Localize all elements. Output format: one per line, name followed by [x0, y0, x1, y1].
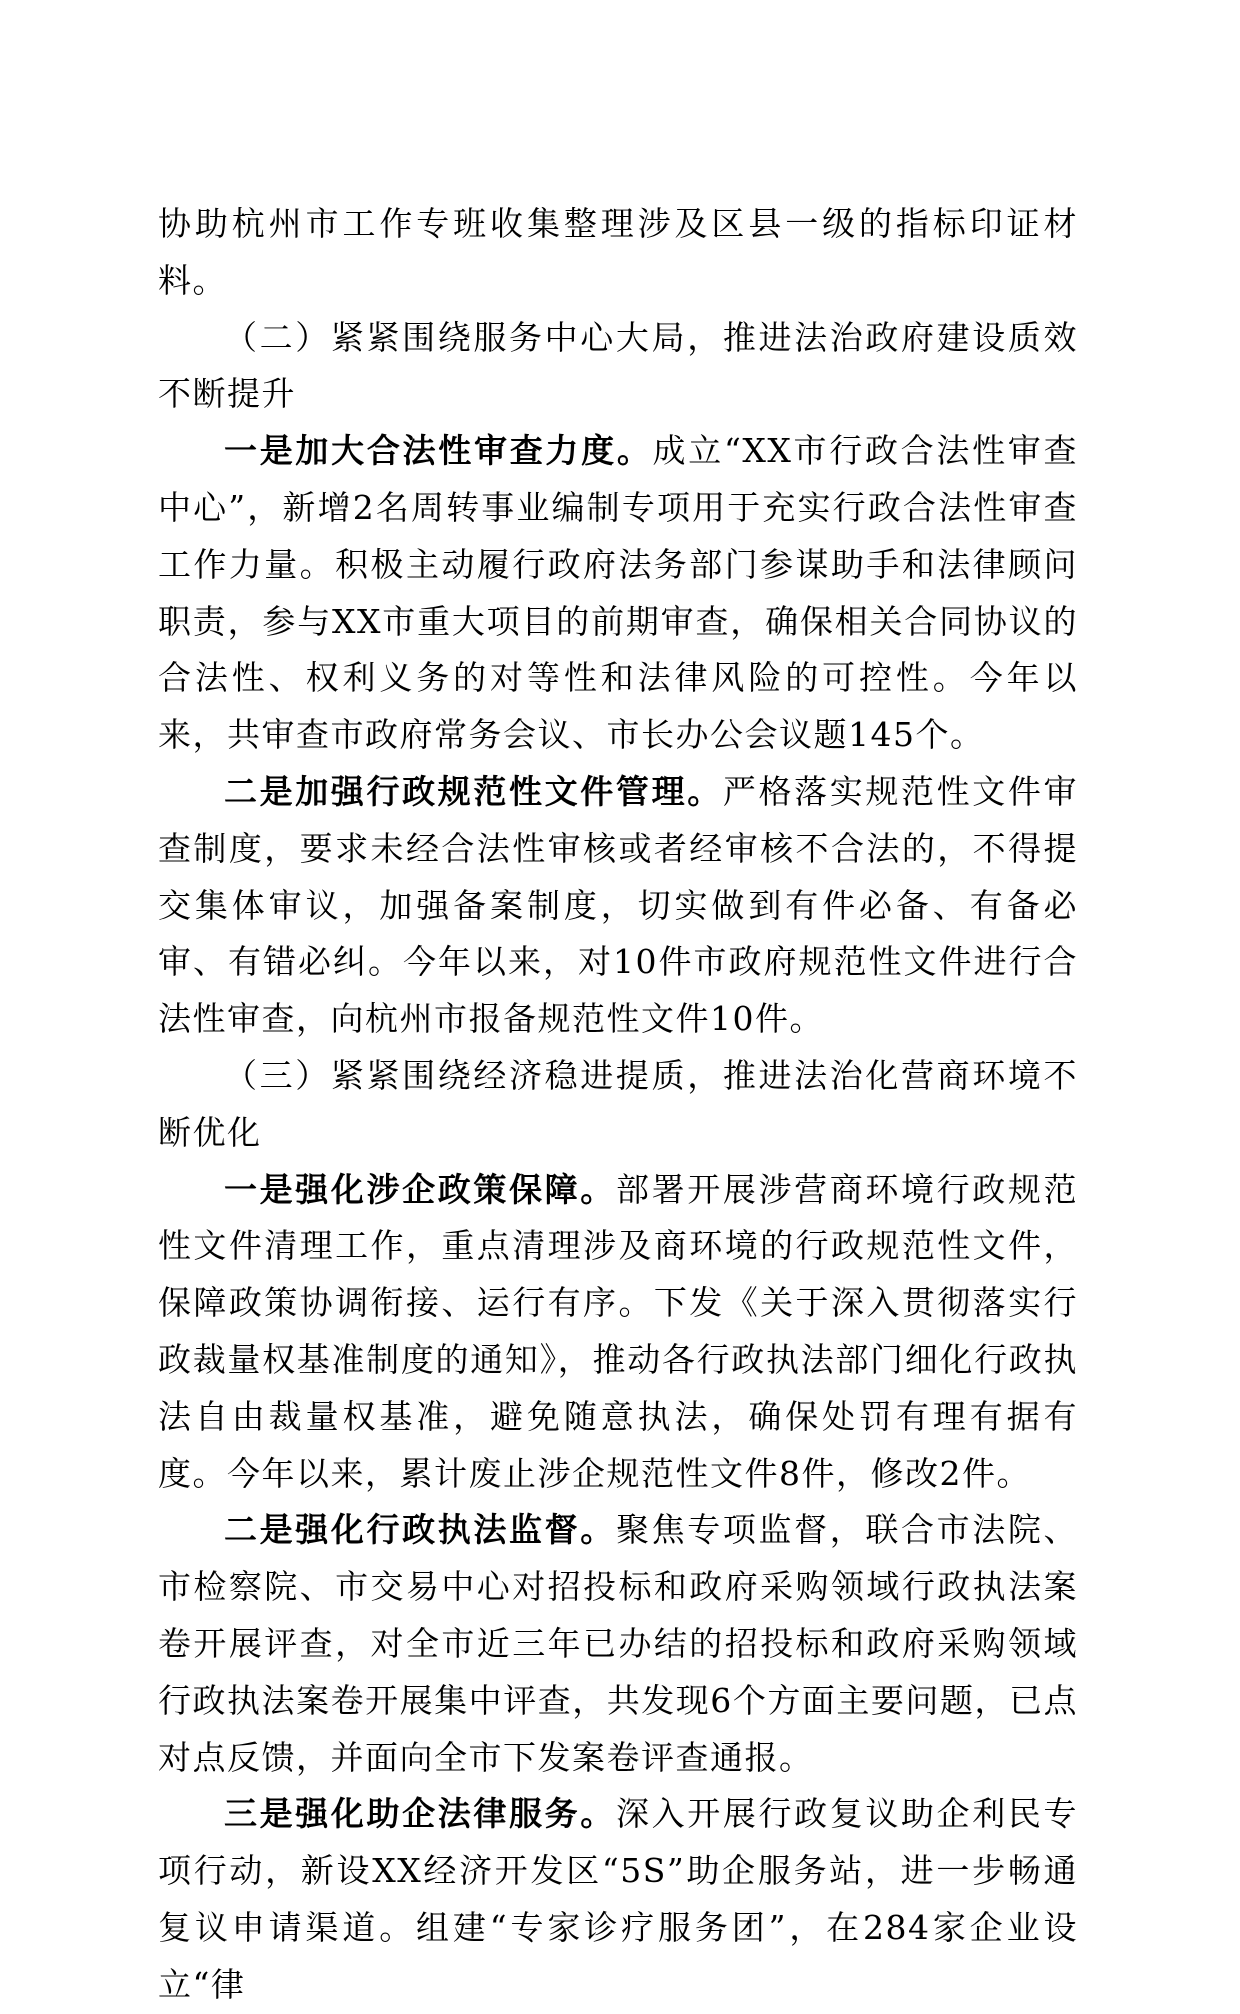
paragraph-lead: 三是强化助企法律服务。 — [224, 1794, 616, 1834]
paragraph-text: 协助杭州市工作专班收集整理涉及区县一级的指标印证材料。 — [158, 204, 1078, 300]
paragraph-item — [158, 1786, 1078, 2013]
heading-text: （二）紧紧围绕服务中心大局，推进法治政府建设质效不断提升 — [158, 317, 1078, 414]
paragraph-item — [158, 764, 1078, 1048]
paragraph-text: 严格落实规范性文件审查制度，要求未经合法性审核或者经审核不合法的，不得提交集体审议，加强备案制度，切实做到有件必备、有备必审、有错必纠。今年以来，对10件市政府规范性文件进行合法性审查，向杭州市报备规范性文件10件。 — [158, 771, 1079, 1039]
paragraph-lead: 二是加强行政规范性文件管理。 — [224, 771, 723, 811]
section-heading-2 — [158, 310, 1078, 424]
paragraph-text: 部署开展涉营商环境行政规范性文件清理工作，重点清理涉及商环境的行政规范性文件，保障政策协调衔接、运行有序。下发《关于深入贯彻落实行政裁量权基准制度的通知》，推动各行政执法部门细化行政执法自由裁量权基准，避免随意执法，确保处罚有理有据有度。今年以来，累计废止涉企规范性文件8件，修改2件。 — [158, 1169, 1079, 1493]
document-body — [158, 196, 1078, 2014]
paragraph-lead: 一是加大合法性审查力度。 — [224, 431, 653, 471]
paragraph-item — [158, 423, 1078, 764]
section-heading-3 — [158, 1048, 1078, 1162]
paragraph-text: 成立“XX市行政合法性审查中心”，新增2名周转事业编制专项用于充实行政合法性审查工作力量。积极主动履行政府法务部门参谋助手和法律顾问职责，参与XX市重大项目的前期审查，确保相关合同协议的合法性、权利义务的对等性和法律风险的可控性。今年以来，共审查市政府常务会议、市长办公会议题145个。 — [158, 431, 1078, 755]
paragraph-item — [158, 1502, 1078, 1786]
paragraph-lead: 一是强化涉企政策保障。 — [224, 1169, 616, 1209]
heading-text: （三）紧紧围绕经济稳进提质，推进法治化营商环境不断优化 — [158, 1055, 1078, 1152]
paragraph-text: 深入开展行政复议助企利民专项行动，新设XX经济开发区“5S”助企服务站，进一步畅通复议申请渠道。组建“专家诊疗服务团”，在284家企业设立“律 — [158, 1794, 1079, 2004]
paragraph-continuation — [158, 196, 1078, 310]
paragraph-lead: 二是强化行政执法监督。 — [224, 1510, 616, 1550]
paragraph-item — [158, 1162, 1078, 1503]
paragraph-text: 聚焦专项监督，联合市法院、市检察院、市交易中心对招投标和政府采购领域行政执法案卷开展评查，对全市近三年已办结的招投标和政府采购领域行政执法案卷开展集中评查，共发现6个方面主要问题，已点对点反馈，并面向全市下发案卷评查通报。 — [158, 1510, 1079, 1777]
